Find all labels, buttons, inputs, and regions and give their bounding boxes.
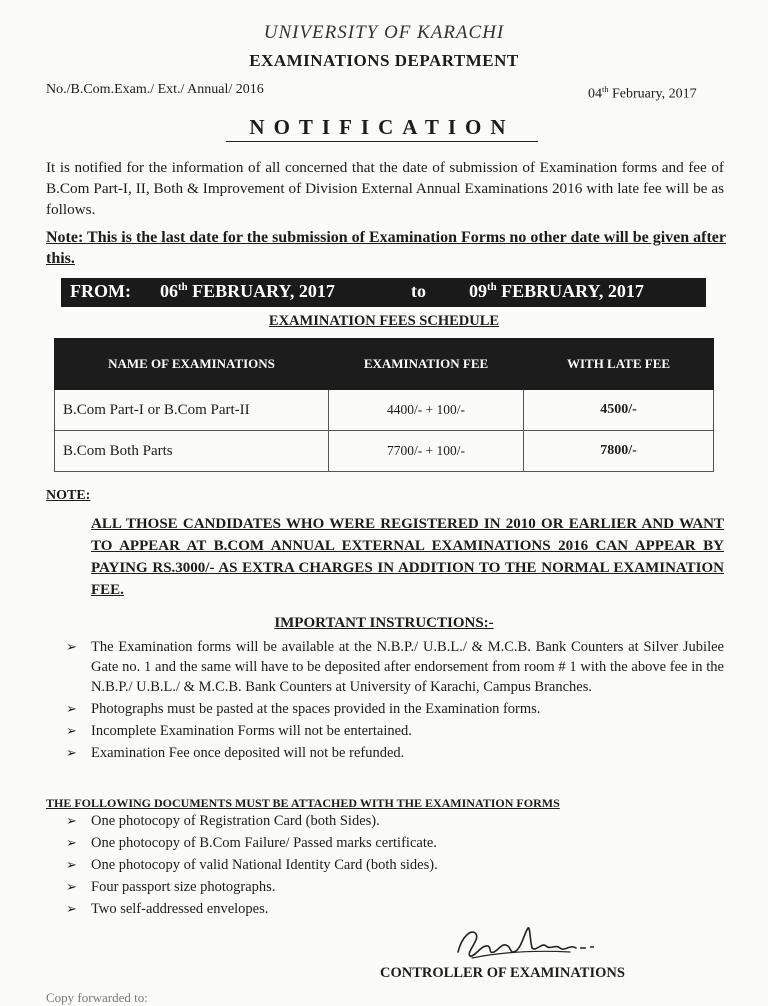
fees-schedule-heading: EXAMINATION FEES SCHEDULE <box>268 313 500 329</box>
arrow-bullet-icon: ➢ <box>66 813 77 828</box>
table-row <box>55 390 714 431</box>
last-date-note: Note: This is the last date for the submission of Examination Forms no other date will be given after this. <box>46 229 726 267</box>
list-item: ➢ One photocopy of Registration Card (both Sides). <box>66 810 666 832</box>
exam-fee-cell: 4400/- + 100/- <box>329 390 524 431</box>
exam-name-cell: B.Com Part-I or B.Com Part-II <box>55 390 329 431</box>
list-item: ➢ Examination Fee once deposited will not be refunded. <box>66 745 405 761</box>
notice-date: 04th February, 2017 <box>588 85 697 102</box>
exam-name-cell: B.Com Both Parts <box>55 431 329 472</box>
documents-heading: THE FOLLOWING DOCUMENTS MUST BE ATTACHED WITH THE EXAMINATION FORMS <box>46 796 560 810</box>
list-item: ➢ Two self-addressed envelopes. <box>66 898 666 920</box>
fees-table-header-row <box>55 339 714 390</box>
arrow-bullet-icon: ➢ <box>66 745 77 760</box>
list-item: ➢ Incomplete Examination Forms will not be entertained. <box>66 723 412 739</box>
instructions-list <box>66 637 724 763</box>
submission-period-banner <box>61 278 706 307</box>
to-date: 09th FEBRUARY, 2017 <box>469 281 644 301</box>
arrow-bullet-icon: ➢ <box>66 901 77 916</box>
fees-table <box>54 338 714 472</box>
list-item: ➢ Four passport size photographs. <box>66 876 666 898</box>
reference-number: No./B.Com.Exam./ Ext./ Annual/ 2016 <box>46 82 264 97</box>
arrow-bullet-icon: ➢ <box>66 857 77 872</box>
instructions-heading: IMPORTANT INSTRUCTIONS:- <box>274 615 494 631</box>
arrow-bullet-icon: ➢ <box>66 723 77 738</box>
arrow-bullet-icon: ➢ <box>66 639 77 654</box>
arrow-bullet-icon: ➢ <box>66 835 77 850</box>
from-date: 06th FEBRUARY, 2017 <box>160 281 335 301</box>
table-row <box>55 431 714 472</box>
note-heading: NOTE: <box>46 488 91 503</box>
arrow-bullet-icon: ➢ <box>66 879 77 894</box>
list-item: ➢ Photographs must be pasted at the spaces provided in the Examination forms. <box>66 701 541 717</box>
column-header-name: NAME OF EXAMINATIONS <box>55 339 329 390</box>
late-fee-cell: 7800/- <box>524 431 714 472</box>
list-item: ➢ One photocopy of valid National Identity Card (both sides). <box>66 854 666 876</box>
extra-charges-note: ALL THOSE CANDIDATES WHO WERE REGISTERED IN 2010 OR EARLIER AND WANT TO APPEAR AT B.COM ANNUAL EXTERNAL EXAMINATIONS 2016 CAN APPEAR BY PAYING RS.3000/- AS EXTRA CHARGES IN ADDITION TO THE NORMAL EXAMINATION FEE. <box>91 516 724 598</box>
department-name: EXAMINATIONS DEPARTMENT <box>249 51 519 70</box>
notification-title: NOTIFICATION <box>226 115 538 142</box>
late-fee-cell: 4500/- <box>524 390 714 431</box>
documents-list <box>66 810 666 920</box>
arrow-bullet-icon: ➢ <box>66 701 77 716</box>
list-item: ➢ The Examination forms will be available at the N.B.P./ U.B.L./ & M.C.B. Bank Counters at Silver Jubilee Gate no. 1 and the same will have to be deposited after endorsement from room # 1 with the above fee in the N.B.P./ U.B.L./ & M.C.B. Bank Counters at University of Karachi, Campus Branches. <box>66 639 724 695</box>
to-label: to <box>411 281 426 301</box>
exam-fee-cell: 7700/- + 100/- <box>329 431 524 472</box>
list-item: ➢ One photocopy of B.Com Failure/ Passed marks certificate. <box>66 832 666 854</box>
university-name: UNIVERSITY OF KARACHI <box>263 22 505 43</box>
copy-forwarded-line: Copy forwarded to: <box>46 990 148 1005</box>
column-header-late-fee: WITH LATE FEE <box>524 339 714 390</box>
intro-paragraph: It is notified for the information of all concerned that the date of submission of Examination forms and fee of B.Com Part-I, II, Both & Improvement of Division External Annual Examinations 2016 with late fee will be as follows. <box>46 159 724 218</box>
handwritten-signature <box>452 918 602 964</box>
column-header-fee: EXAMINATION FEE <box>329 339 524 390</box>
from-label: FROM: <box>70 281 131 301</box>
controller-signature-title: CONTROLLER OF EXAMINATIONS <box>380 965 625 981</box>
